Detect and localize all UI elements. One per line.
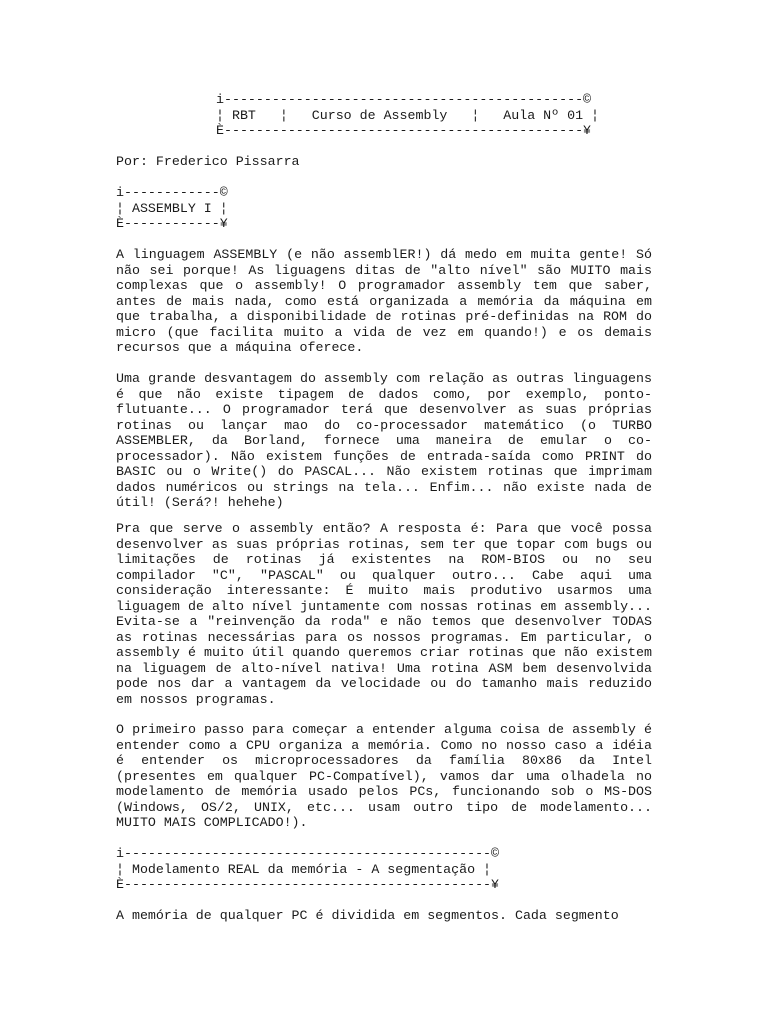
section2-box-bottom: È----------------------------------------------¥ [116, 877, 500, 892]
section2-box-top: i----------------------------------------------© [116, 846, 500, 861]
paragraph-5: A memória de qualquer PC é dividida em segmentos. Cada segmento [116, 908, 619, 923]
header-box-bottom: È---------------------------------------------¥ [216, 123, 592, 138]
section1-heading: ¦ ASSEMBLY I ¦ [116, 200, 228, 216]
section1-box-top: i------------© [116, 185, 228, 200]
paragraph-4: O primeiro passo para começar a entender alguma coisa de assembly é entender como a CPU organiza a memória. Como no nosso caso a idéia é entender os microprocessadores da família 80x86 da Intel (presentes em qualquer PC-Compatível), vamos dar uma olhadela no modelamento de memória usado pelos PCs, funcionando sob o MS-DOS (Windows, OS/2, UNIX, etc... usam outro tipo de modelamento... MUITO MAIS COMPLICADO!). [116, 722, 652, 830]
section1-box-bottom: È------------¥ [116, 216, 228, 231]
header-box-title: ¦ RBT ¦ Curso de Assembly ¦ Aula Nº 01 ¦ [216, 107, 600, 123]
header-box-top: i---------------------------------------------© [216, 92, 592, 107]
author-line: Por: Frederico Pissarra [116, 154, 300, 169]
paragraph-3: Pra que serve o assembly então? A resposta é: Para que você possa desenvolver as suas próprias rotinas, sem ter que topar com bugs ou limitações de rotinas já existentes na ROM-BIOS ou no seu compilador "C", "PASCAL" ou qualquer outro... Cabe aqui uma consideração interessante: É muito mais produtivo usarmos uma liguagem de alto nível juntamente com nossas rotinas em assembly... Evita-se a "reinvenção da roda" e não temos que desenvolver TODAS as rotinas necessárias para os nossos programas. Em particular, o assembly é muito útil quando queremos criar rotinas que não existem na liguagem de alto-nível nativa! Uma rotina ASM bem desenvolvida pode nos dar a vantagem da velocidade ou do tamanho mais reduzido em nossos programas. [116, 521, 652, 707]
paragraph-1: A linguagem ASSEMBLY (e não assemblER!) dá medo em muita gente! Só não sei porque! As liguagens ditas de "alto nível" são MUITO mais complexas que o assembly! O programador assembly tem que saber, antes de mais nada, como está organizada a memória da máquina em que trabalha, a disponibilidade de rotinas pré-definidas na ROM do micro (que facilita muito a vida de vez em quando!) e os demais recursos que a máquina oferece. [116, 247, 652, 355]
section2-heading: ¦ Modelamento REAL da memória - A segmentação ¦ [116, 861, 492, 877]
paragraph-2: Uma grande desvantagem do assembly com relação as outras linguagens é que não existe tipagem de dados como, por exemplo, ponto-flutuante... O programador terá que desenvolver as suas próprias rotinas ou lançar mao do co-processador matemático (o TURBO ASSEMBLER, da Borland, fornece uma maneira de emular o co-processador). Não existem funções de entrada-saída como PRINT do BASIC ou o Write() do PASCAL... Não existem rotinas que imprimam dados numéricos ou strings na tela... Enfim... não existe nada de útil! (Será?! hehehe) [116, 371, 652, 510]
